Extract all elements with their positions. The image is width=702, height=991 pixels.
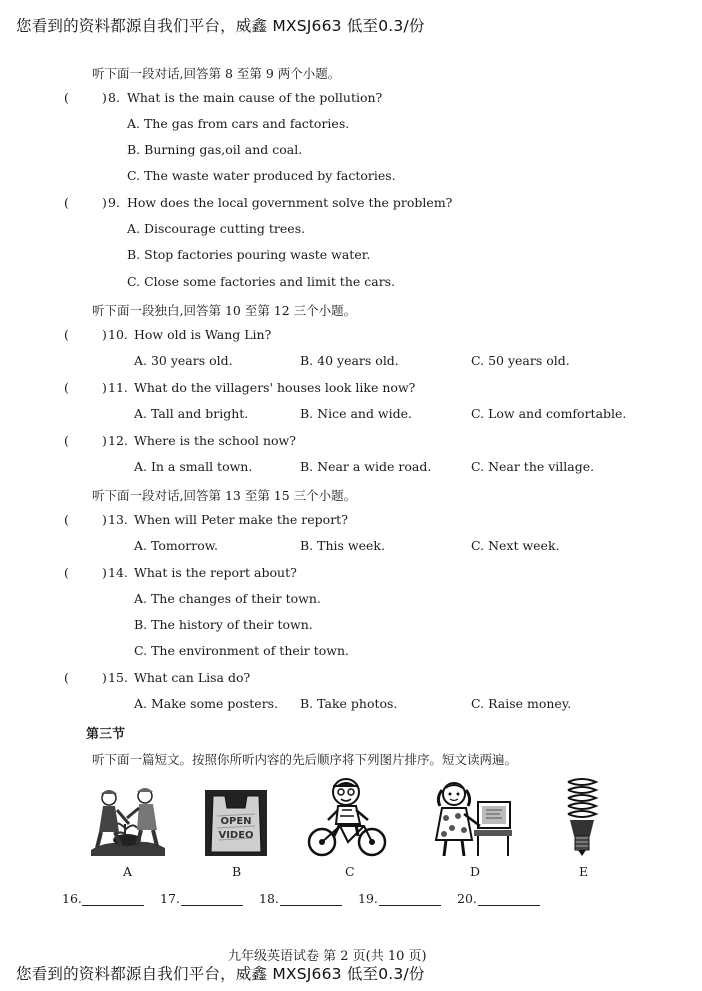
question-text: What is the report about? <box>134 565 297 580</box>
girl-at-computer-icon <box>434 780 514 858</box>
option-c: C. Close some factories and limit the cars. <box>127 274 396 289</box>
question-text: How does the local government solve the problem? <box>127 195 453 210</box>
boy-riding-bike-icon <box>306 776 388 858</box>
answer-bracket-close: ) <box>102 327 107 342</box>
picture-label-b: B <box>232 864 242 879</box>
question-number: 15. <box>108 670 128 685</box>
energy-saving-bulb-icon <box>560 776 604 860</box>
answer-blank-19[interactable] <box>379 905 441 906</box>
section-instruction: 听下面一篇短文。按照你所听内容的先后顺序将下列图片排序。短文读两遍。 <box>92 752 518 767</box>
option-b: B. Burning gas,oil and coal. <box>127 142 303 157</box>
answer-bracket-open: ( <box>64 670 69 685</box>
answer-bracket-open: ( <box>64 90 69 105</box>
option-c: C. Low and comfortable. <box>471 406 627 421</box>
question-text: When will Peter make the report? <box>134 512 348 527</box>
option-c: C. 50 years old. <box>471 353 570 368</box>
watermark-bottom: 您看到的资料都源自我们平台，威鑫 MXSJ663 低至0.3/份 <box>16 965 425 983</box>
option-a: A. Tall and bright. <box>134 406 249 421</box>
option-b: B. This week. <box>300 538 385 553</box>
answer-bracket-close: ) <box>102 565 107 580</box>
watermark-top: 您看到的资料都源自我们平台，威鑫 MXSJ663 低至0.3/份 <box>16 17 425 35</box>
blank-label-16: 16. <box>62 891 82 906</box>
option-a: A. The gas from cars and factories. <box>127 116 350 131</box>
option-c: C. Raise money. <box>471 696 572 711</box>
picture-label-e: E <box>579 864 589 879</box>
answer-blank-18[interactable] <box>280 905 342 906</box>
option-c: C. Next week. <box>471 538 560 553</box>
answer-bracket-close: ) <box>102 670 107 685</box>
answer-bracket-open: ( <box>64 195 69 210</box>
people-planting-tree-icon <box>87 784 167 858</box>
instruction-dialog-13-15: 听下面一段对话,回答第 13 至第 15 三个小题。 <box>92 488 357 503</box>
bag-text-line-1: OPEN <box>220 816 252 827</box>
option-b: B. Near a wide road. <box>300 459 432 474</box>
option-b: B. 40 years old. <box>300 353 399 368</box>
answer-blank-17[interactable] <box>181 905 243 906</box>
question-number: 8. <box>108 90 120 105</box>
answer-bracket-close: ) <box>102 90 107 105</box>
question-number: 14. <box>108 565 128 580</box>
answer-bracket-open: ( <box>64 380 69 395</box>
picture-label-a: A <box>123 864 133 879</box>
option-b: B. The history of their town. <box>134 617 313 632</box>
answer-bracket-open: ( <box>64 327 69 342</box>
question-text: Where is the school now? <box>134 433 296 448</box>
question-number: 9. <box>108 195 120 210</box>
option-a: A. Tomorrow. <box>134 538 218 553</box>
question-text: What is the main cause of the pollution? <box>127 90 383 105</box>
option-c: C. Near the village. <box>471 459 595 474</box>
answer-bracket-close: ) <box>102 380 107 395</box>
option-b: B. Take photos. <box>300 696 398 711</box>
answer-bracket-close: ) <box>102 512 107 527</box>
answer-bracket-open: ( <box>64 433 69 448</box>
instruction-monologue-10-12: 听下面一段独白,回答第 10 至第 12 三个小题。 <box>92 303 357 318</box>
option-a: A. Discourage cutting trees. <box>127 221 306 236</box>
answer-blank-20[interactable] <box>478 905 540 906</box>
picture-label-d: D <box>470 864 481 879</box>
option-a: A. In a small town. <box>134 459 253 474</box>
question-number: 10. <box>108 327 128 342</box>
blank-label-17: 17. <box>160 891 180 906</box>
bag-text-line-2: VIDEO <box>218 830 254 841</box>
plastic-bag-icon <box>203 786 269 858</box>
section-heading: 第三节 <box>86 727 126 742</box>
option-b: B. Stop factories pouring waste water. <box>127 247 371 262</box>
question-text: What do the villagers' houses look like now? <box>134 380 416 395</box>
answer-bracket-open: ( <box>64 512 69 527</box>
question-number: 11. <box>108 380 128 395</box>
blank-label-19: 19. <box>358 891 378 906</box>
blank-label-20: 20. <box>457 891 477 906</box>
blank-label-18: 18. <box>259 891 279 906</box>
instruction-dialog-8-9: 听下面一段对话,回答第 8 至第 9 两个小题。 <box>92 66 341 81</box>
question-text: What can Lisa do? <box>134 670 251 685</box>
option-a: A. Make some posters. <box>134 696 279 711</box>
answer-blank-16[interactable] <box>82 905 144 906</box>
option-a: A. The changes of their town. <box>134 591 321 606</box>
answer-bracket-close: ) <box>102 433 107 448</box>
option-b: B. Nice and wide. <box>300 406 412 421</box>
picture-label-c: C <box>345 864 355 879</box>
answer-bracket-open: ( <box>64 565 69 580</box>
question-number: 13. <box>108 512 128 527</box>
option-c: C. The waste water produced by factories. <box>127 168 396 183</box>
option-a: A. 30 years old. <box>134 353 233 368</box>
answer-bracket-close: ) <box>102 195 107 210</box>
question-number: 12. <box>108 433 128 448</box>
question-text: How old is Wang Lin? <box>134 327 272 342</box>
page-footer: 九年级英语试卷 第 2 页(共 10 页) <box>228 949 427 964</box>
option-c: C. The environment of their town. <box>134 643 349 658</box>
